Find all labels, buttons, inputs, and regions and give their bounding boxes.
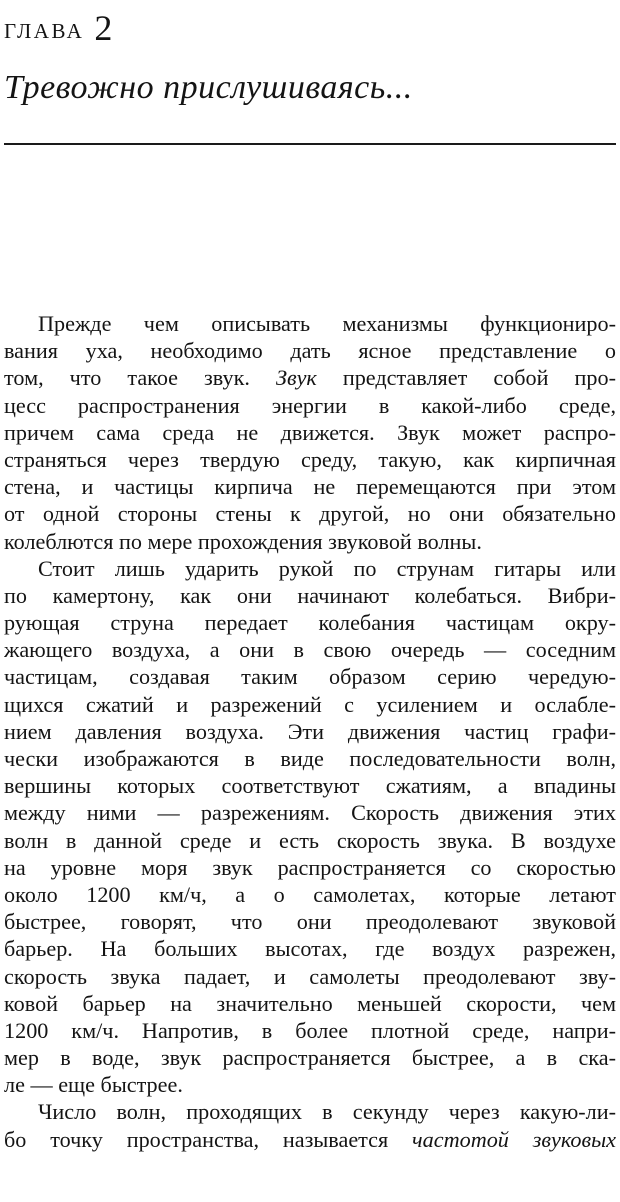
text-line: скорость звука падает, и самолеты преодолевают зву- [4,963,616,989]
text-line: от одной стороны стены к другой, но они обязательно [4,501,616,527]
body-text [4,310,616,1153]
text-line: 1200 км/ч. Напротив, в более плотной среде, напри- [4,1017,616,1043]
text-line: вания уха, необходимо дать ясное представление о [4,338,616,364]
text-line: между ними — разрежениям. Скорость движения этих [4,800,616,826]
text-line: частицам, создавая таким образом серию чередую- [4,664,616,690]
chapter-heading [4,8,112,51]
text-line: барьер. На больших высотах, где воздух разрежен, [4,936,616,962]
text-line: по камертону, как они начинают колебаться. Вибри- [4,582,616,608]
chapter-label: ГЛАВА [4,19,85,43]
text-line: причем сама среда не движется. Звук может распро- [4,419,616,445]
chapter-number: 2 [94,8,113,48]
text-line: вершины которых соответствуют сжатиям, а впадины [4,773,616,799]
text-line: цесс распространения энергии в какой-либо среде, [4,392,616,418]
text-span: представляет собой про- [316,365,616,391]
text-line: волн в данной среде и есть скорость звука. В воздухе [4,827,616,853]
title-divider [4,143,616,145]
chapter-title: Тревожно прислушиваясь... [4,69,413,106]
text-line: Число волн, проходящих в секунду через какую-ли- [38,1099,616,1125]
text-line: быстрее, говорят, что они преодолевают звуковой [4,909,616,935]
text-line: стена, и частицы кирпича не перемещаются при этом [4,474,616,500]
text-line: около 1200 км/ч, а о самолетах, которые летают [4,881,616,907]
text-line [4,364,616,391]
text-line: рующая струна передает колебания частицам окру- [4,610,616,636]
text-line: ле — еще быстрее. [4,1072,183,1098]
text-line: мер в воде, звук распространяется быстрее, а в ска- [4,1045,616,1071]
text-line: чески изображаются в виде последовательности волн, [4,746,616,771]
text-line: колеблются по мере прохождения звуковой волны. [4,528,482,554]
text-line: жающего воздуха, а они в свою очередь — соседним [4,637,616,663]
text-line: ковой барьер на значительно меньшей скорости, чем [4,990,616,1016]
text-line: Стоит лишь ударить рукой по струнам гитары или [38,555,616,581]
text-span: бо точку пространства, называется [4,1126,413,1152]
text-line: на уровне моря звук распространяется со скоростью [4,854,616,880]
text-line: щихся сжатий и разрежений с усилением и ослабле- [4,691,616,717]
text-span: том, что такое звук. [4,365,276,391]
text-line: нием давления воздуха. Эти движения частиц графи- [4,718,616,744]
text-line [4,1126,616,1153]
emphasis-term: Звук [275,365,317,391]
text-line: Прежде чем описывать механизмы функциониро- [38,311,616,336]
text-line: страняться через твердую среду, такую, как кирпичная [4,446,616,472]
emphasis-term: частотой звуковых [412,1126,616,1152]
